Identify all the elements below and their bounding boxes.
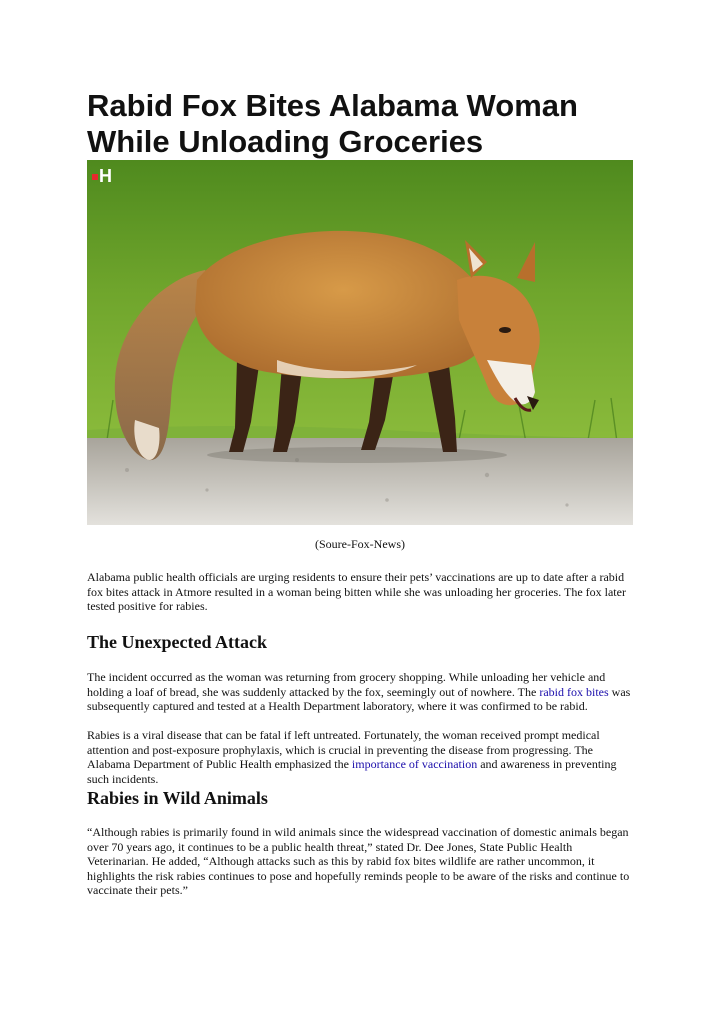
- rabid-fox-bites-link[interactable]: rabid fox bites: [539, 684, 609, 699]
- image-caption: (Soure-Fox-News): [315, 537, 405, 551]
- section-heading-unexpected-attack: The Unexpected Attack: [87, 632, 267, 652]
- image-logo: H: [92, 165, 114, 187]
- section1-paragraph-2: Rabies is a viral disease that can be fatal if left untreated. Fortunately, the woman received prompt medical attention and post-exposure prophylaxis, which is crucial in preventing the disease from progressing. The Alabama Department of Public Health emphasized the importance of vaccination and awareness in preventing such incidents.: [87, 728, 617, 786]
- section-heading-rabies-wild-animals: Rabies in Wild Animals: [87, 788, 268, 808]
- importance-of-vaccination-link[interactable]: importance of vaccination: [351, 757, 478, 772]
- title-line-2: While Unloading Groceries: [87, 124, 484, 159]
- title-line-1: Rabid Fox Bites Alabama Woman: [87, 88, 578, 123]
- intro-paragraph: Alabama public health officials are urging residents to ensure their pets’ vaccinations are up to date after a rabid fox bites attack in Atmore resulted in a woman being bitten while she was unloading her groceries. The fox later tested positive for rabies.: [87, 570, 626, 614]
- section1-paragraph-1: The incident occurred as the woman was returning from grocery shopping. While unloading her vehicle and holding a loaf of bread, she was suddenly attacked by the fox, seemingly out of nowhere. The rabid fox bites was subsequently captured and tested at a Health Department laboratory, where it was confirmed to be rabid.: [87, 670, 631, 714]
- page-title: [87, 88, 633, 160]
- section2-paragraph-1: “Although rabies is primarily found in wild animals since the widespread vaccination of domestic animals began over 70 years ago, it continues to be a public health threat,” stated Dr. Dee Jones, State Public Health Veterinarian. He added, “Although attacks such as this by rabid fox bites wildlife are rather uncommon, it highlights the risk rabies continues to pose and hopefully reminds people to be aware of the risks and continue to vaccinate their pets.”: [87, 825, 630, 898]
- fox-photo: [87, 160, 633, 525]
